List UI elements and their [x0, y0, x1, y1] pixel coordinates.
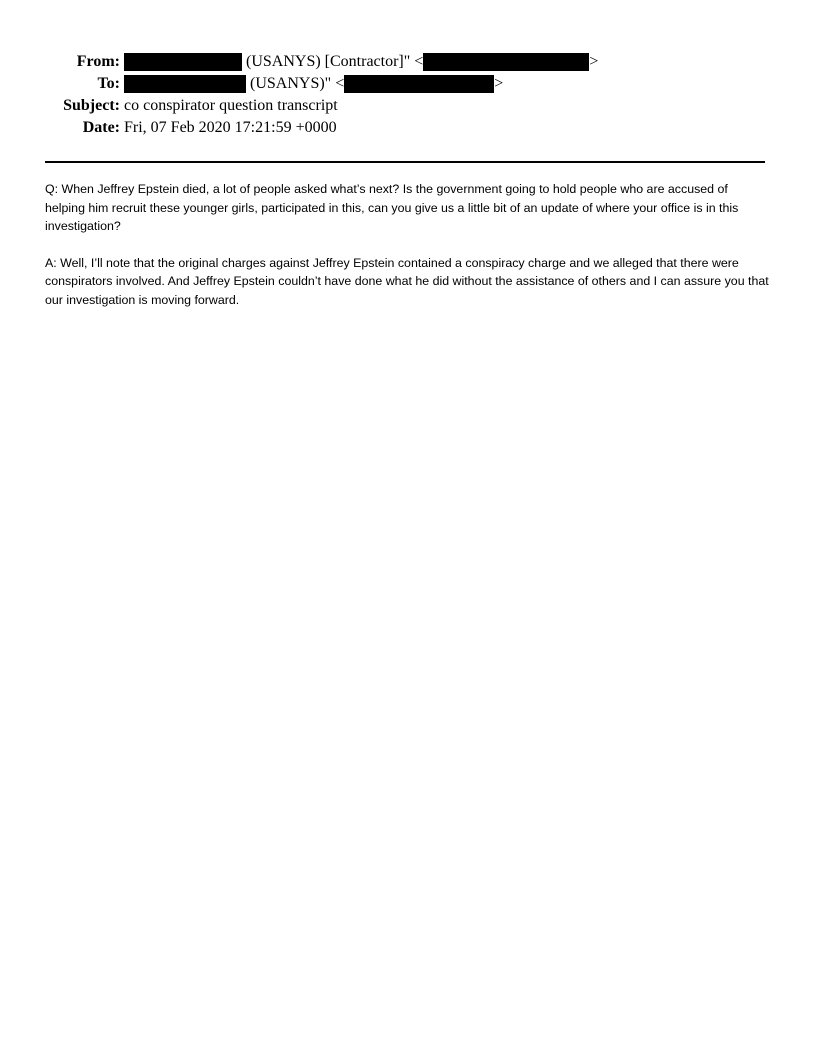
- from-closing: >: [589, 53, 599, 70]
- from-label: From:: [76, 53, 120, 70]
- date-value: Fri, 07 Feb 2020 17:21:59 +0000: [124, 119, 337, 136]
- redaction-block: [423, 53, 589, 71]
- question-paragraph: Q: When Jeffrey Epstein died, a lot of people asked what’s next? Is the government going to hold people who are accused of helping him recruit these younger girls, participated in this, can you give us a little bit of an update of where your office is in this investigation?: [45, 182, 739, 233]
- to-label: To:: [97, 75, 120, 92]
- to-closing: >: [494, 75, 504, 92]
- to-row: [0, 73, 816, 95]
- subject-value: co conspirator question transcript: [124, 97, 338, 114]
- from-text: (USANYS) [Contractor]" <: [242, 53, 424, 70]
- redaction-block: [124, 53, 242, 71]
- to-text: (USANYS)" <: [246, 75, 345, 92]
- date-row: [0, 117, 816, 139]
- header-divider: [45, 161, 765, 163]
- subject-label: Subject:: [63, 97, 120, 114]
- from-value: [124, 51, 598, 73]
- redaction-block: [124, 75, 246, 93]
- to-value: [124, 73, 503, 95]
- answer-paragraph: A: Well, I’ll note that the original charges against Jeffrey Epstein contained a conspiracy charge and we alleged that there were conspirators involved. And Jeffrey Epstein couldn’t have done what he did without the assistance of others and I can assure you that our investigation is moving forward.: [45, 255, 769, 307]
- from-row: [0, 51, 816, 73]
- redaction-block: [344, 75, 494, 93]
- subject-row: [0, 95, 816, 117]
- date-label: Date:: [82, 119, 120, 136]
- email-body: [45, 180, 771, 327]
